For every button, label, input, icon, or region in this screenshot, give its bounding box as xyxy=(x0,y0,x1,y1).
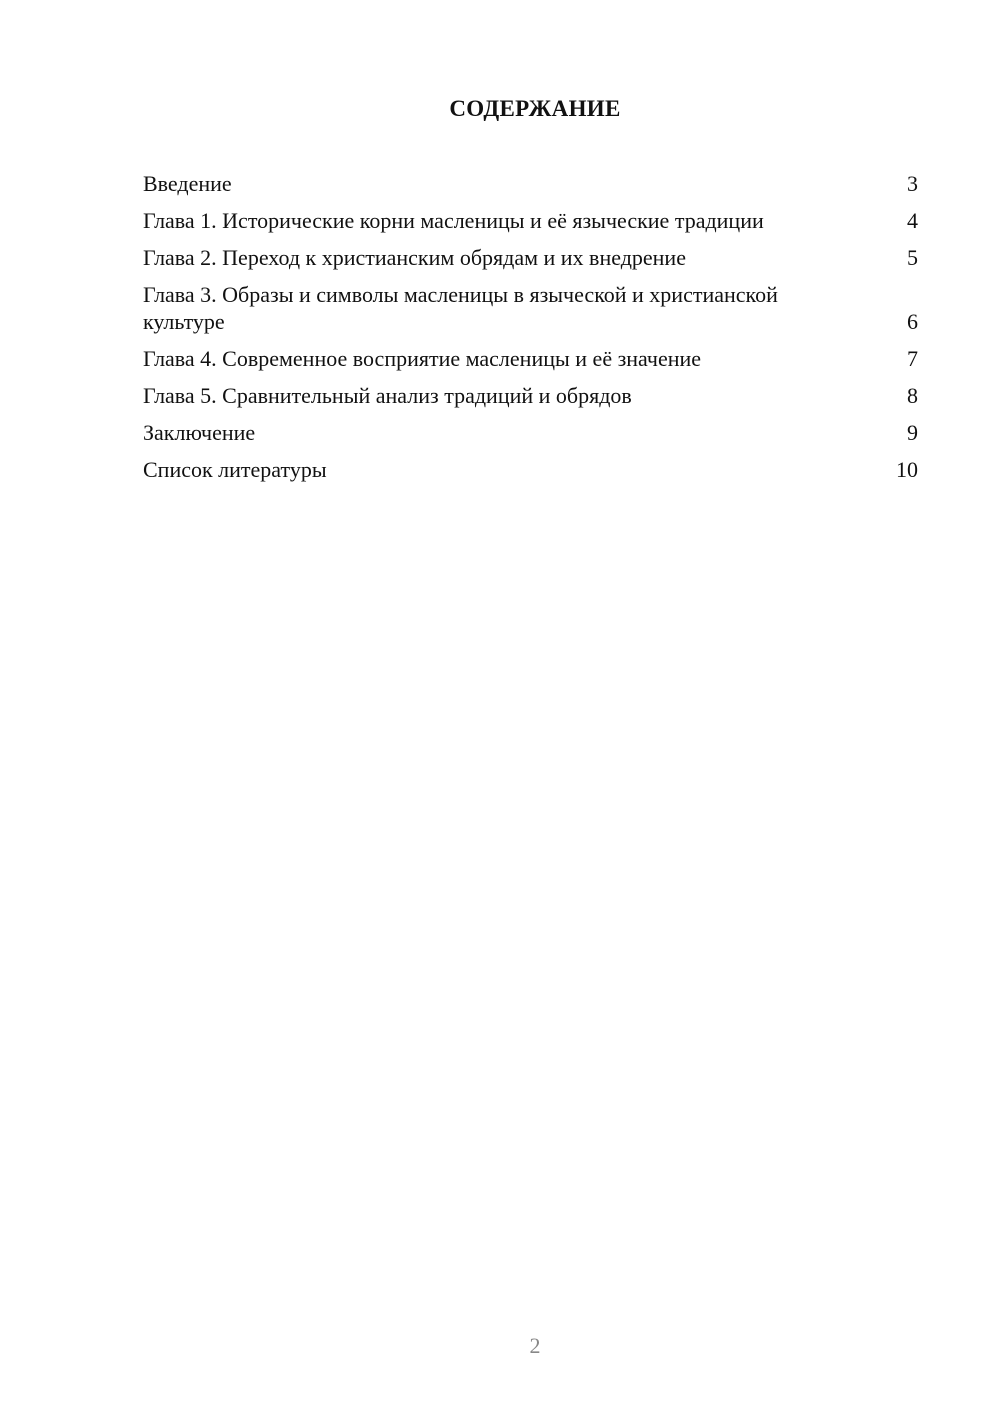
toc-entry-chapter-2[interactable] xyxy=(143,244,918,271)
toc-entry-chapter-4[interactable] xyxy=(143,345,918,372)
toc-entry-page: 9 xyxy=(907,420,918,445)
toc-list xyxy=(143,170,918,493)
toc-entry-text: Заключение xyxy=(143,420,256,445)
toc-entry-text: Глава 1. Исторические корни масленицы и её языческие традиции xyxy=(143,208,764,233)
toc-entry-text: Введение xyxy=(143,171,232,196)
toc-entry-text: Глава 4. Современное восприятие масленицы и её значение xyxy=(143,346,702,371)
toc-entry-page: 8 xyxy=(907,383,918,408)
toc-entry-page: 10 xyxy=(896,457,918,482)
toc-entry-bibliography[interactable] xyxy=(143,456,918,483)
toc-entry-text: Глава 3. Образы и символы масленицы в языческой и христианской культуре xyxy=(143,282,778,334)
page-number: 2 xyxy=(529,1333,541,1358)
toc-entry-page: 3 xyxy=(907,171,918,196)
toc-title: СОДЕРЖАНИЕ xyxy=(449,96,621,121)
toc-entry-text: Глава 5. Сравнительный анализ традиций и обрядов xyxy=(143,383,632,408)
toc-entry-chapter-5[interactable] xyxy=(143,382,918,409)
toc-entry-conclusion[interactable] xyxy=(143,419,918,446)
toc-entry-chapter-3[interactable] xyxy=(143,281,918,335)
toc-entry-page: 6 xyxy=(907,309,918,334)
toc-entry-chapter-1[interactable] xyxy=(143,207,918,234)
toc-entry-page: 5 xyxy=(907,245,918,270)
toc-entry-text: Глава 2. Переход к христианским обрядам и их внедрение xyxy=(143,245,686,270)
toc-entry-text: Список литературы xyxy=(143,457,327,482)
toc-entry-page: 4 xyxy=(907,208,918,233)
toc-entry-page: 7 xyxy=(907,346,918,371)
toc-entry-introduction[interactable] xyxy=(143,170,918,197)
